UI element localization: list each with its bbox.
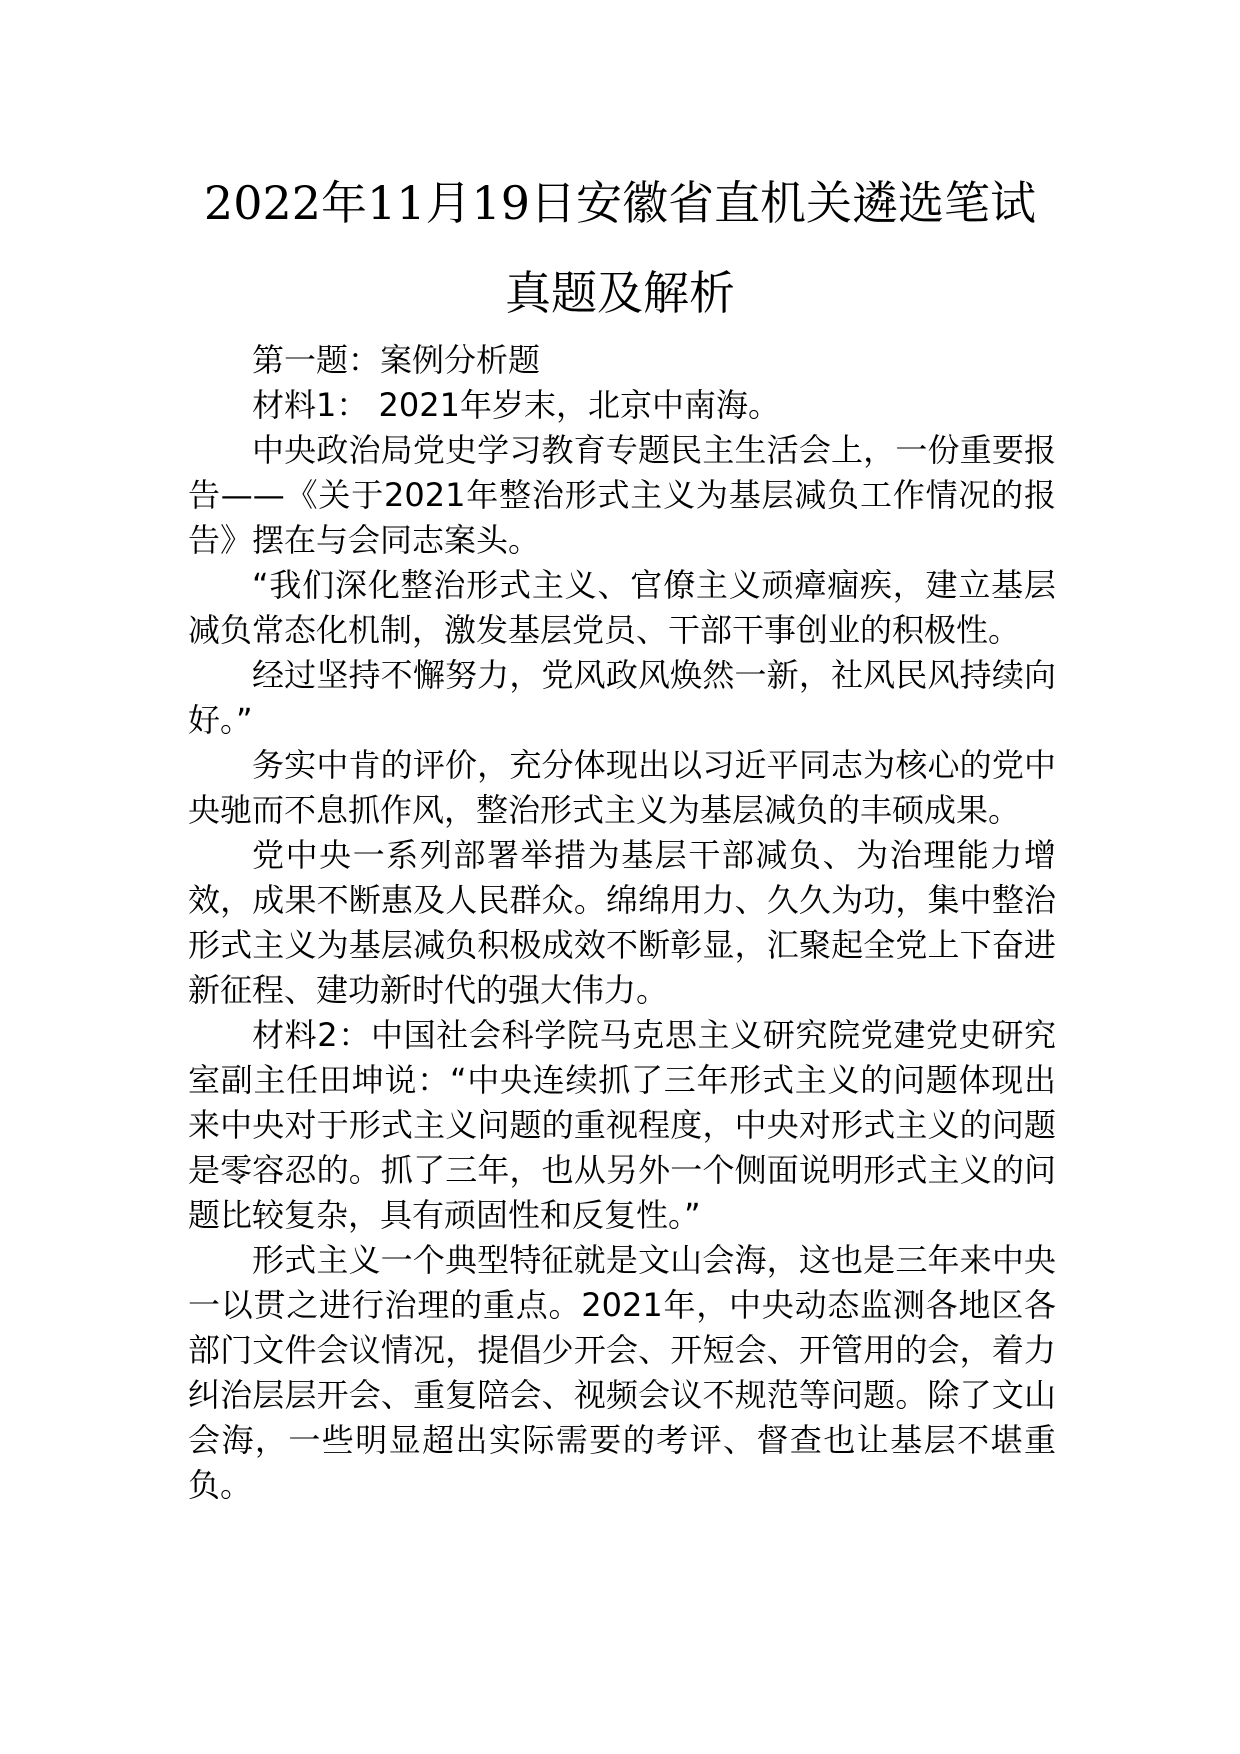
- paragraph: “我们深化整治形式主义、官僚主义顽瘴痼疾，建立基层减负常态化机制，激发基层党员、干部干事创业的积极性。: [188, 566, 1056, 649]
- document-body: [188, 338, 1056, 1508]
- paragraph: 中央政治局党史学习教育专题民主生活会上，一份重要报告——《关于2021年整治形式主义为基层减负工作情况的报告》摆在与会同志案头。: [188, 431, 1056, 559]
- material-2-paragraph: 材料2：中国社会科学院马克思主义研究院党建党史研究室副主任田坤说：“中央连续抓了三年形式主义的问题体现出来中央对于形式主义问题的重视程度，中央对形式主义的问题是零容忍的。抓了三年，也从另外一个侧面说明形式主义的问题比较复杂，具有顽固性和反复性。”: [188, 1016, 1056, 1234]
- material-1-intro: 材料1： 2021年岁末，北京中南海。: [252, 386, 780, 424]
- paragraph: 党中央一系列部署举措为基层干部减负、为治理能力增效，成果不断惠及人民群众。绵绵用力、久久为功，集中整治形式主义为基层减负积极成效不断彰显，汇聚起全党上下奋进新征程、建功新时代的强大伟力。: [188, 836, 1056, 1009]
- paragraph: 经过坚持不懈努力，党风政风焕然一新，社风民风持续向好。”: [188, 656, 1056, 739]
- document-title-line-1: 2022年11月19日安徽省直机关遴选笔试: [203, 176, 1037, 230]
- section-heading: 第一题：案例分析题: [252, 341, 541, 379]
- document-title-line-2: 真题及解析: [505, 266, 735, 320]
- paragraph: 务实中肯的评价，充分体现出以习近平同志为核心的党中央驰而不息抓作风，整治形式主义为基层减负的丰硕成果。: [188, 746, 1056, 829]
- paragraph: 形式主义一个典型特征就是文山会海，这也是三年来中央一以贯之进行治理的重点。2021年，中央动态监测各地区各部门文件会议情况，提倡少开会、开短会、开管用的会，着力纠治层层开会、重复陪会、视频会议不规范等问题。除了文山会海，一些明显超出实际需要的考评、督查也让基层不堪重负。: [188, 1241, 1056, 1504]
